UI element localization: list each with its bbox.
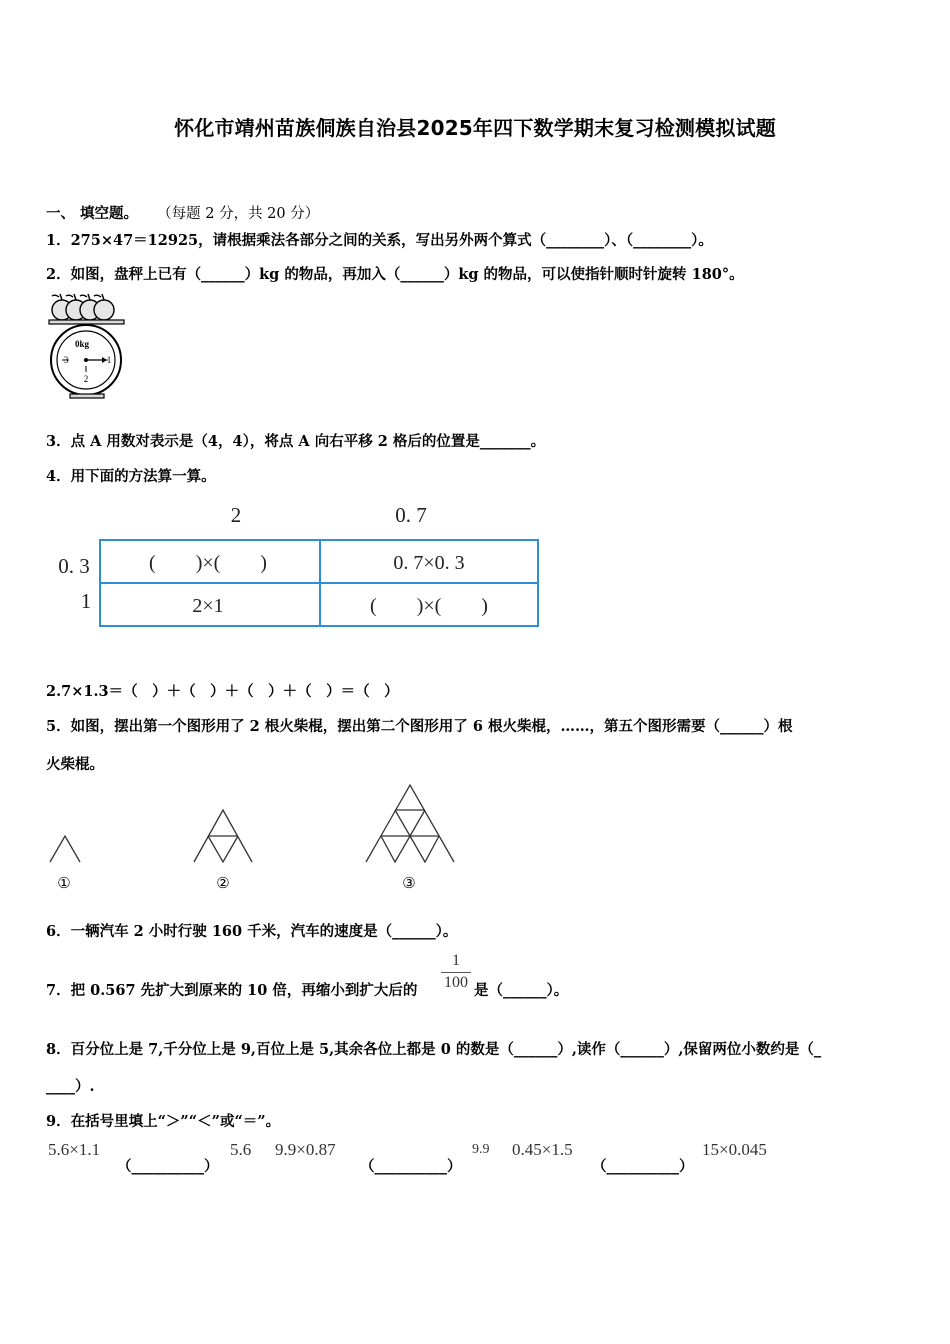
question-8-line-1: 8．百分位上是 7,千分位上是 9,百位上是 5,其余各位上都是 0 的数是（______）,读作（______）,保留两位小数约是（_: [46, 1041, 822, 1058]
compare-expr-2: 9.9×0.87: [275, 1140, 336, 1159]
scale-left-label: 3: [63, 355, 69, 365]
scale-zero-label: 0kg: [74, 339, 90, 349]
fraction-one-hundredth: [440, 952, 472, 992]
figure-label-2: ②: [216, 876, 230, 892]
compare-blank-3: （__________）: [592, 1158, 694, 1175]
question-7-part-a: 7．把 0.567 先扩大到原来的 10 倍，再缩小到扩大后的: [46, 982, 418, 999]
grid-col-head-1: 2: [230, 503, 242, 527]
compare-expr-1: 5.6×1.1: [48, 1140, 101, 1159]
matchstick-figure-3: [366, 785, 454, 862]
compare-right-3: 15×0.045: [702, 1140, 767, 1159]
question-2: 2．如图，盘秤上已有（______）kg 的物品，再加入（______）kg 的物品，可以使指针顺时针旋转 180°。: [46, 266, 744, 283]
compare-blank-2: （__________）: [360, 1158, 462, 1175]
compare-right-1: 5.6: [230, 1140, 252, 1159]
question-5-line-2: 火柴棍。: [46, 756, 104, 773]
question-4-expression: 2.7×1.3＝（ ）＋（ ）＋（ ）＋（ ）＝（ ）: [46, 683, 399, 700]
question-7-part-b: 是（______）。: [474, 982, 569, 999]
scale-base: [70, 394, 104, 398]
figure-label-3: ③: [402, 876, 416, 892]
grid-cell-1-2: 0. 7×0. 3: [393, 552, 465, 574]
section-note: （每题 2 分，共 20 分）: [157, 206, 320, 222]
question-3: 3．点 A 用数对表示是（4，4），将点 A 向右平移 2 格后的位置是_______。: [46, 433, 546, 450]
figure-label-1: ①: [57, 876, 71, 892]
scale-bottom-label: 2: [83, 374, 89, 384]
matchstick-figure-2: [194, 810, 252, 862]
grid-row-head-1: 0. 3: [58, 554, 90, 578]
section-label: 一、 填空题。: [46, 205, 139, 222]
fraction-numerator: 1: [452, 952, 460, 969]
compare-right-2: 9.9: [472, 1142, 490, 1157]
grid-col-head-2: 0. 7: [395, 503, 427, 527]
scale-figure: [46, 290, 136, 402]
fraction-denominator: 100: [444, 974, 468, 991]
page-title: 怀化市靖州苗族侗族自治县2025年四下数学期末复习检测模拟试题: [174, 116, 776, 140]
grid-cell-1-1: ( )×( ): [149, 552, 267, 574]
question-5-line-1: 5．如图，摆出第一个图形用了 2 根火柴棍，摆出第二个图形用了 6 根火柴棍，……，第五个图形需要（______）根: [46, 718, 793, 735]
grid-cell-2-2: ( )×( ): [370, 595, 488, 617]
scale-pan: [49, 320, 124, 324]
scale-right-label: 1: [106, 355, 112, 365]
matchstick-figures: [40, 780, 470, 895]
compare-expr-3: 0.45×1.5: [512, 1140, 573, 1159]
grid-row-head-2: 1: [80, 589, 92, 613]
area-grid: [46, 496, 546, 632]
compare-blank-1: （__________）: [117, 1158, 219, 1175]
matchstick-figure-1: [50, 836, 80, 862]
section-heading: [46, 202, 319, 223]
question-4: 4．用下面的方法算一算。: [46, 468, 216, 485]
question-1: 1．275×47＝12925，请根据乘法各部分之间的关系，写出另外两个算式（________）、（________）。: [46, 232, 713, 249]
grid-cell-2-1: 2×1: [192, 595, 224, 617]
question-9: 9．在括号里填上“＞”“＜”或“＝”。: [46, 1113, 281, 1130]
question-6: 6．一辆汽车 2 小时行驶 160 千米，汽车的速度是（______）。: [46, 923, 458, 940]
question-8-line-2: ____）.: [46, 1078, 95, 1095]
apples-icon: [52, 294, 114, 320]
